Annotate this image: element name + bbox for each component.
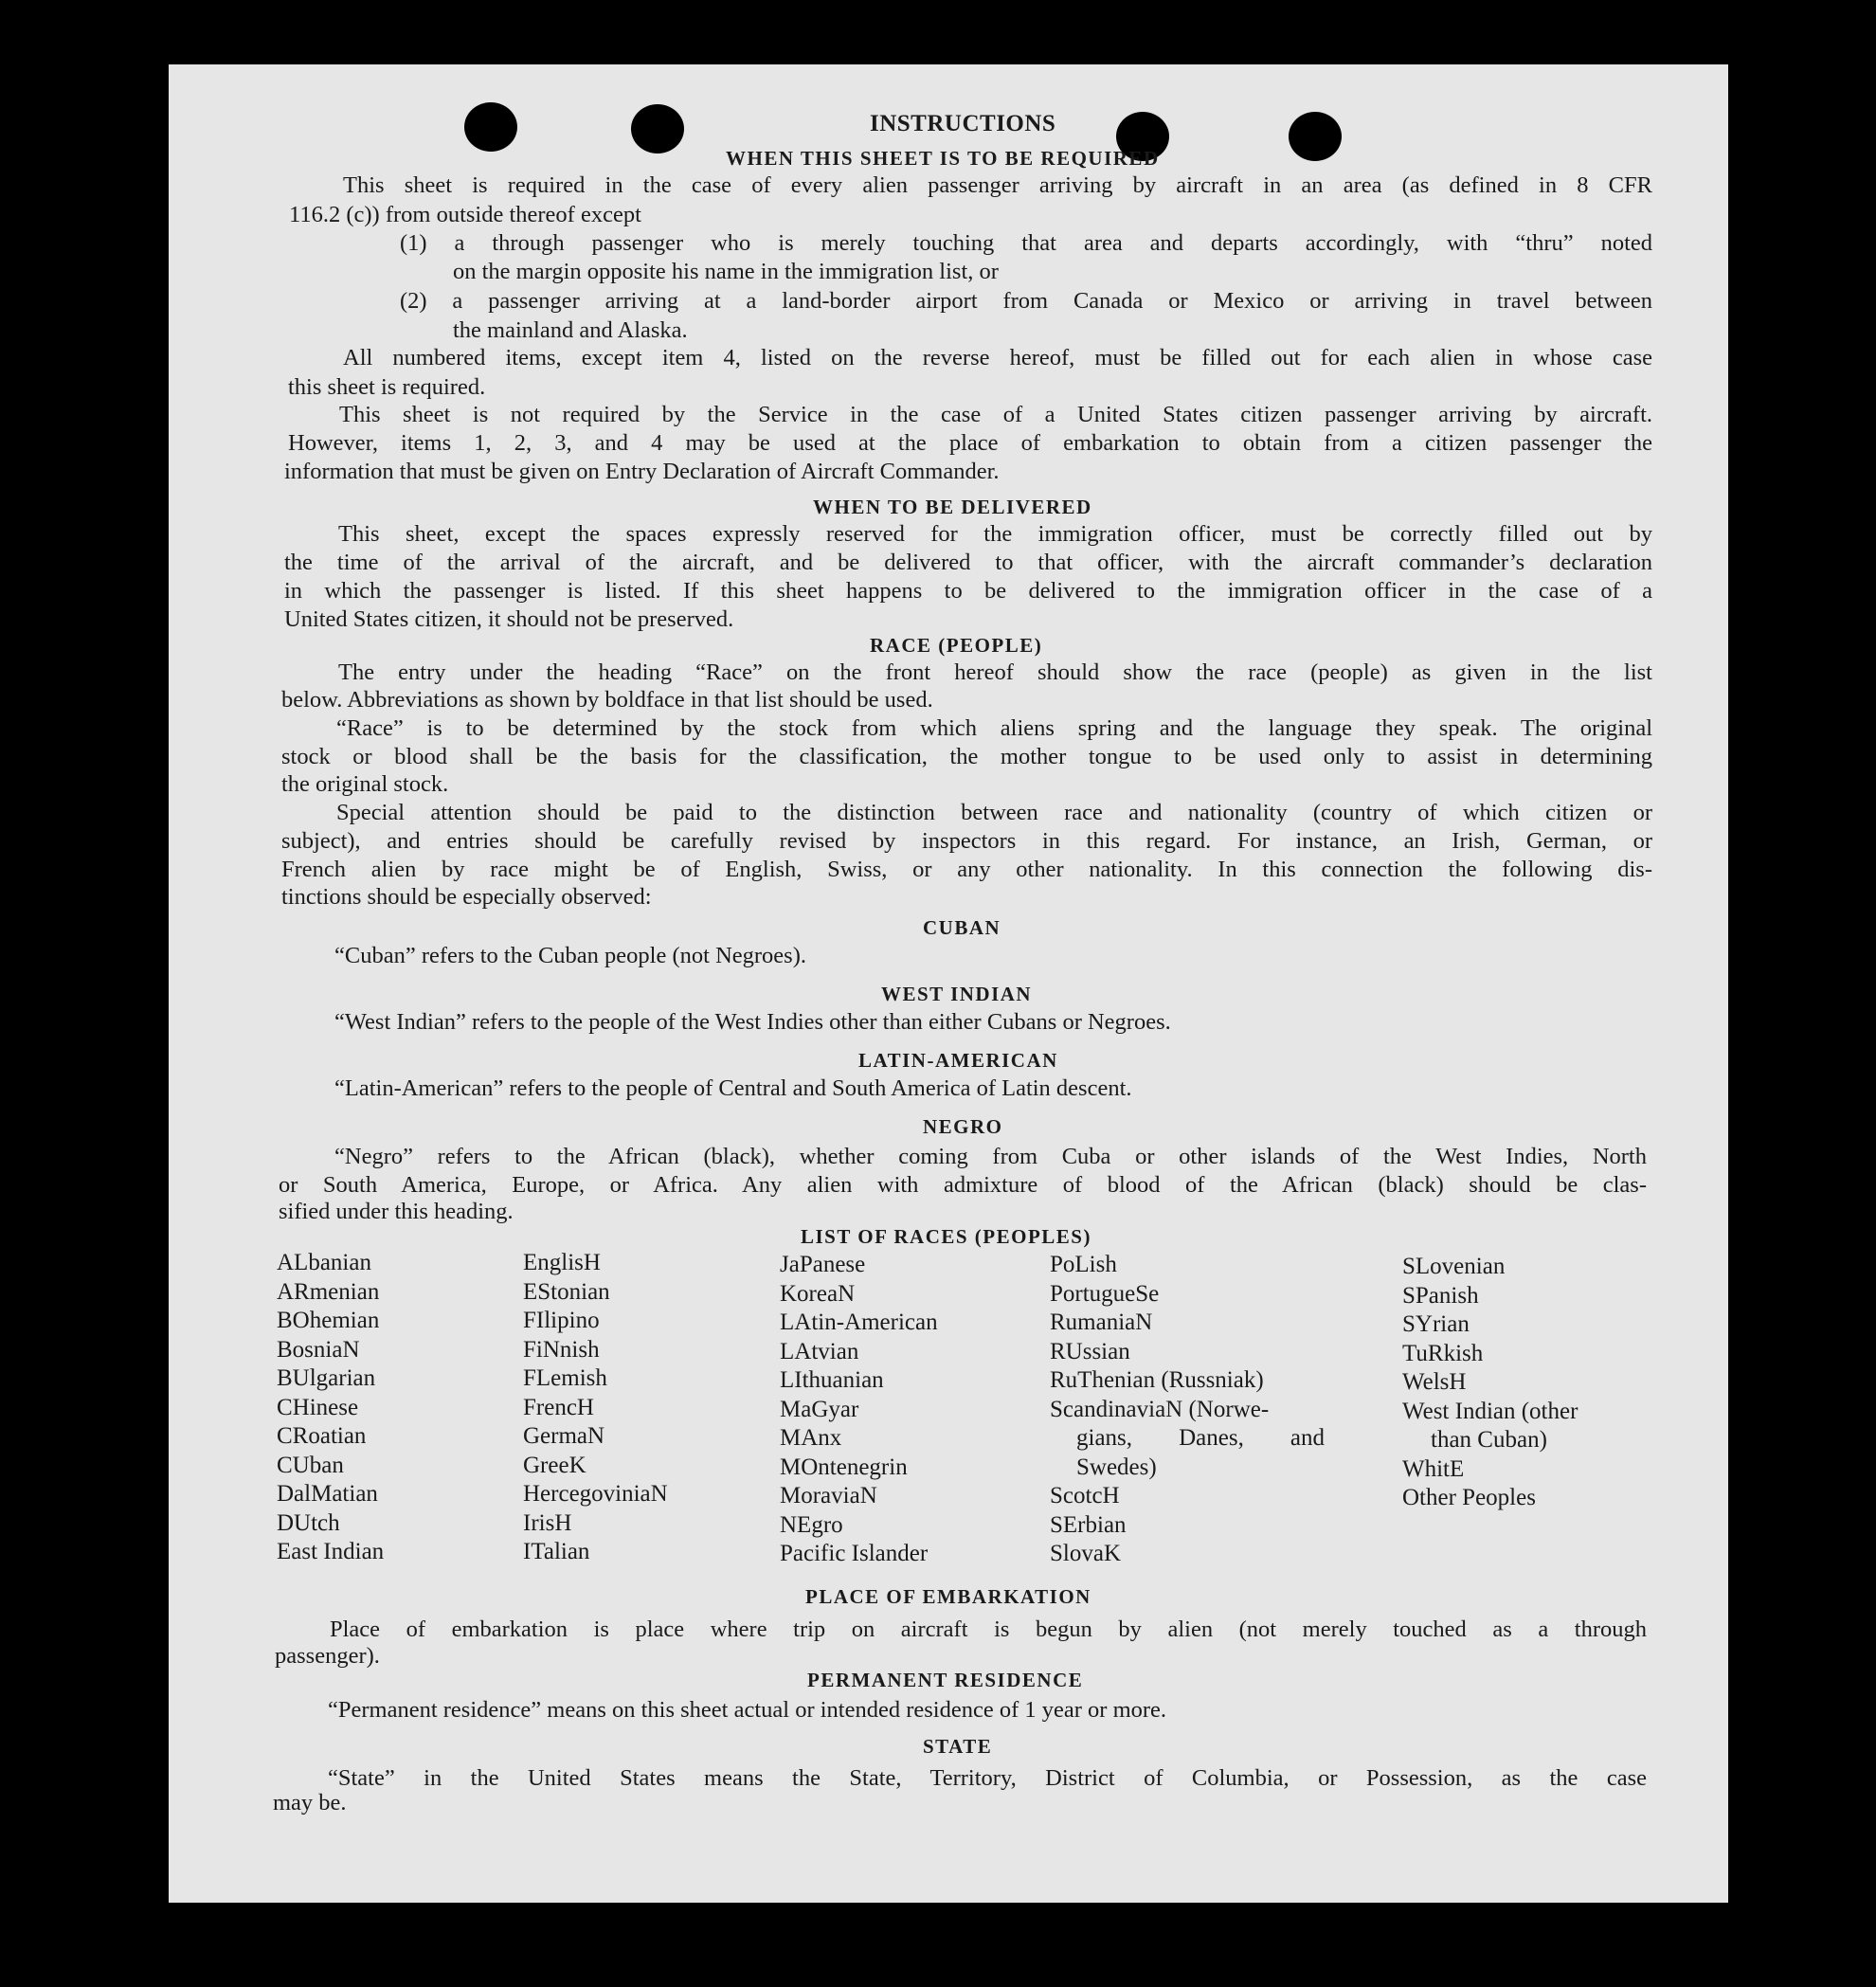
punch-hole bbox=[631, 104, 684, 154]
race-item: EStonian bbox=[523, 1278, 610, 1305]
race-item: SPanish bbox=[1402, 1282, 1479, 1309]
race-item: SErbian bbox=[1050, 1511, 1127, 1538]
race-column bbox=[1402, 1253, 1578, 1513]
race-item: FrencH bbox=[523, 1394, 594, 1420]
race-item: ScotcH bbox=[1050, 1483, 1120, 1508]
race-item: RUssian bbox=[1050, 1338, 1130, 1364]
race-item: West Indian (other bbox=[1402, 1398, 1578, 1424]
race-item: ScandinaviaN (Norwe- bbox=[1050, 1396, 1270, 1422]
text-line: French alien by race might be of English, Swiss, or any other nationality. In this connection the following dis- bbox=[281, 857, 1652, 882]
race-column bbox=[780, 1251, 938, 1569]
section-heading: RACE (PEOPLE) bbox=[870, 634, 1043, 657]
race-column bbox=[523, 1249, 668, 1567]
race-item: FLemish bbox=[523, 1365, 607, 1391]
text-line: in which the passenger is listed. If this sheet happens to be delivered to the immigration officer in the case of a bbox=[284, 578, 1652, 604]
race-item: RuThenian (Russniak) bbox=[1050, 1367, 1264, 1393]
race-item: HercegoviniaN bbox=[523, 1481, 668, 1507]
text-line: Special attention should be paid to the distinction between race and nationality (country of which citizen or bbox=[336, 800, 1652, 825]
race-item: EnglisH bbox=[523, 1250, 601, 1275]
text-line: information that must be given on Entry Declaration of Aircraft Commander. bbox=[284, 459, 1000, 484]
race-item: gians, Danes, and bbox=[1076, 1425, 1325, 1451]
section-heading: WHEN THIS SHEET IS TO BE REQUIRED bbox=[726, 147, 1160, 170]
text-line: this sheet is required. bbox=[288, 374, 486, 400]
text-line: sified under this heading. bbox=[279, 1199, 514, 1224]
race-item: DalMatian bbox=[277, 1481, 378, 1507]
race-item: East Indian bbox=[277, 1539, 385, 1564]
race-item: GreeK bbox=[523, 1452, 586, 1478]
race-item: CHinese bbox=[277, 1394, 359, 1420]
race-item: GermaN bbox=[523, 1423, 605, 1449]
race-item: CRoatian bbox=[277, 1423, 367, 1449]
text-line: “Negro” refers to the African (black), whether coming from Cuba or other islands of the West Indies, North bbox=[334, 1144, 1647, 1169]
text-line: may be. bbox=[273, 1790, 347, 1815]
race-item: LAtvian bbox=[780, 1338, 859, 1364]
race-item: ITalian bbox=[523, 1539, 590, 1564]
race-item: ARmenian bbox=[277, 1278, 380, 1305]
text-line: the time of the arrival of the aircraft, and be delivered to that officer, with the aircraft commander’s declaration bbox=[284, 550, 1652, 575]
race-item: MAnx bbox=[780, 1425, 842, 1451]
text-line: This sheet is required in the case of every alien passenger arriving by aircraft in an area (as defined in 8 CFR bbox=[343, 172, 1652, 198]
section-heading: PLACE OF EMBARKATION bbox=[805, 1585, 1091, 1608]
race-item: DUtch bbox=[277, 1509, 340, 1536]
race-column bbox=[1050, 1251, 1325, 1569]
text-line: “Permanent residence” means on this sheet actual or intended residence of 1 year or more. bbox=[328, 1697, 1167, 1723]
text-line: or South America, Europe, or Africa. Any alien with admixture of blood of the African (black) should be clas- bbox=[279, 1172, 1647, 1198]
text-line: “Race” is to be determined by the stock from which aliens spring and the language they speak. The original bbox=[336, 715, 1652, 741]
section-heading: CUBAN bbox=[923, 916, 1001, 939]
text-line: “State” in the United States means the State, Territory, District of Columbia, or Possession, as the case bbox=[328, 1765, 1647, 1791]
text-line: (2) a passenger arriving at a land-border airport from Canada or Mexico or arriving in travel between bbox=[400, 288, 1652, 314]
text-line: (1) a through passenger who is merely touching that area and departs accordingly, with “thru” noted bbox=[400, 230, 1652, 256]
section-heading: STATE bbox=[923, 1735, 993, 1758]
text-line: This sheet, except the spaces expressly reserved for the immigration officer, must be correctly filled out by bbox=[338, 521, 1652, 547]
race-item: MOntenegrin bbox=[780, 1454, 908, 1480]
race-item: MaGyar bbox=[780, 1396, 859, 1422]
race-item: LAtin-American bbox=[780, 1310, 938, 1335]
text-line: 116.2 (c)) from outside thereof except bbox=[289, 202, 641, 227]
section-heading: LATIN-AMERICAN bbox=[858, 1049, 1058, 1072]
text-line: However, items 1, 2, 3, and 4 may be used at the place of embarkation to obtain from a citizen passenger the bbox=[288, 430, 1652, 456]
race-item: KoreaN bbox=[780, 1280, 856, 1307]
section-heading: LIST OF RACES (PEOPLES) bbox=[801, 1225, 1091, 1248]
section-heading: WHEN TO BE DELIVERED bbox=[813, 496, 1092, 518]
text-line: “West Indian” refers to the people of the West Indies other than either Cubans or Negroes. bbox=[334, 1009, 1171, 1035]
race-item: BosniaN bbox=[277, 1336, 360, 1363]
race-item: FIlipino bbox=[523, 1308, 600, 1333]
race-column bbox=[277, 1249, 384, 1567]
race-item: WhitE bbox=[1402, 1455, 1465, 1482]
race-item: BOhemian bbox=[277, 1308, 380, 1333]
race-item: ALbanian bbox=[277, 1250, 371, 1275]
race-item: Other Peoples bbox=[1402, 1485, 1536, 1510]
race-item: Swedes) bbox=[1076, 1454, 1157, 1480]
text-line: “Latin-American” refers to the people of Central and South America of Latin descent. bbox=[334, 1075, 1132, 1101]
race-item: IrisH bbox=[523, 1509, 572, 1536]
text-line: tinctions should be especially observed: bbox=[281, 884, 652, 910]
section-heading: PERMANENT RESIDENCE bbox=[807, 1669, 1084, 1691]
race-item: SLovenian bbox=[1402, 1254, 1506, 1279]
text-line: the original stock. bbox=[281, 771, 449, 797]
section-heading: NEGRO bbox=[923, 1115, 1003, 1138]
race-item: CUban bbox=[277, 1452, 344, 1478]
text-line: on the margin opposite his name in the immigration list, or bbox=[453, 259, 999, 284]
text-line: This sheet is not required by the Service in the case of a United States citizen passenger arriving by aircraft. bbox=[339, 402, 1652, 427]
text-line: Place of embarkation is place where trip on aircraft is begun by alien (not merely touched as a through bbox=[330, 1617, 1647, 1642]
race-item: NEgro bbox=[780, 1511, 843, 1538]
race-item: TuRkish bbox=[1402, 1340, 1484, 1366]
race-item: than Cuban) bbox=[1431, 1427, 1547, 1453]
punch-hole bbox=[1289, 112, 1342, 161]
page-title: INSTRUCTIONS bbox=[870, 111, 1056, 136]
race-item: PoLish bbox=[1050, 1252, 1117, 1277]
race-item: SYrian bbox=[1402, 1311, 1470, 1337]
text-line: passenger). bbox=[275, 1643, 380, 1669]
punch-hole bbox=[464, 102, 517, 152]
race-item: MoraviaN bbox=[780, 1483, 877, 1508]
text-line: “Cuban” refers to the Cuban people (not Negroes). bbox=[334, 943, 806, 968]
race-item: BUlgarian bbox=[277, 1365, 376, 1391]
text-line: United States citizen, it should not be preserved. bbox=[284, 606, 734, 632]
text-line: stock or blood shall be the basis for the classification, the mother tongue to be used only to assist in determining bbox=[281, 744, 1652, 769]
race-item: LIthuanian bbox=[780, 1367, 884, 1393]
race-item: Pacific Islander bbox=[780, 1541, 929, 1566]
race-item: SlovaK bbox=[1050, 1541, 1121, 1566]
text-line: below. Abbreviations as shown by boldface in that list should be used. bbox=[281, 687, 933, 713]
text-line: subject), and entries should be carefully revised by inspectors in this regard. For instance, an Irish, German, or bbox=[281, 828, 1652, 854]
race-item: JaPanese bbox=[780, 1252, 866, 1277]
section-heading: WEST INDIAN bbox=[881, 983, 1033, 1005]
race-item: WelsH bbox=[1402, 1369, 1467, 1395]
text-line: the mainland and Alaska. bbox=[453, 317, 688, 343]
text-line: The entry under the heading “Race” on the front hereof should show the race (people) as given in the list bbox=[338, 659, 1652, 685]
race-item: RumaniaN bbox=[1050, 1310, 1153, 1335]
race-item: PortugueSe bbox=[1050, 1280, 1160, 1307]
text-line: All numbered items, except item 4, listed on the reverse hereof, must be filled out for each alien in whose case bbox=[343, 345, 1652, 370]
race-item: FiNnish bbox=[523, 1336, 600, 1363]
